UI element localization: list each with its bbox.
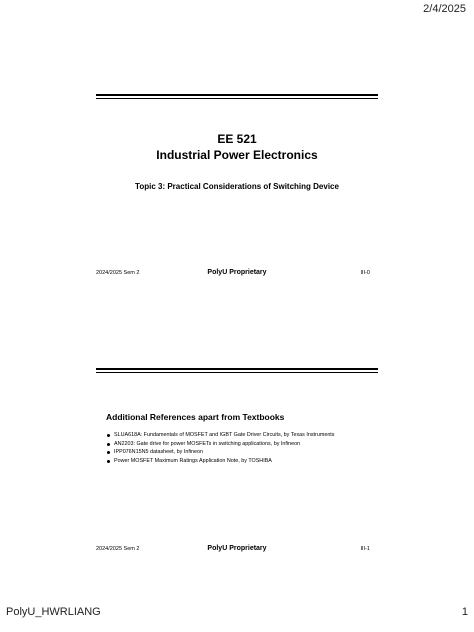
course-code: EE 521 <box>217 132 257 146</box>
slide-footer <box>96 545 378 555</box>
semester-label: 2024/2025 Sem 2 <box>96 270 140 276</box>
slide-number: III-1 <box>360 546 370 552</box>
print-page-number: 1 <box>461 606 468 618</box>
reference-list <box>106 431 335 465</box>
proprietary-label: PolyU Proprietary <box>207 545 267 552</box>
slide-heading: Additional References apart from Textbooks <box>106 412 285 422</box>
list-item <box>106 448 335 457</box>
slide-thumbnail-2 <box>96 366 378 562</box>
list-item <box>106 457 335 466</box>
topic-title: Topic 3: Practical Considerations of Switching Device <box>135 182 339 191</box>
list-item <box>106 431 335 440</box>
proprietary-label: PolyU Proprietary <box>207 269 267 276</box>
bullet-icon <box>107 443 110 446</box>
top-rule-thin <box>96 98 378 99</box>
bullet-icon <box>107 460 110 463</box>
reference-text: Power MOSFET Maximum Ratings Application Note, by TOSHIBA <box>114 457 272 464</box>
bullet-icon <box>107 434 110 437</box>
reference-text: SLUA618A: Fundamentals of MOSFET and IGBT Gate Driver Circuits, by Texas Instruments <box>114 432 335 438</box>
reference-text: AN2203: Gate drive for power MOSFETs in switching applications, by Infineon <box>114 440 301 447</box>
print-author: PolyU_HWRLIANG <box>6 606 101 618</box>
course-title: Industrial Power Electronics <box>156 148 318 162</box>
top-rule-thin <box>96 372 378 373</box>
semester-label: 2024/2025 Sem 2 <box>96 546 140 552</box>
print-date: 2/4/2025 <box>423 3 466 15</box>
top-rule-thick <box>96 368 378 370</box>
reference-text: IPP076N15N5 datasheet, by Infineon <box>114 449 204 456</box>
top-rule-thick <box>96 94 378 96</box>
slide-thumbnail-1 <box>96 92 378 288</box>
slide-footer <box>96 269 378 279</box>
bullet-icon <box>107 451 110 454</box>
list-item <box>106 440 335 449</box>
slide-number: III-0 <box>360 270 370 276</box>
